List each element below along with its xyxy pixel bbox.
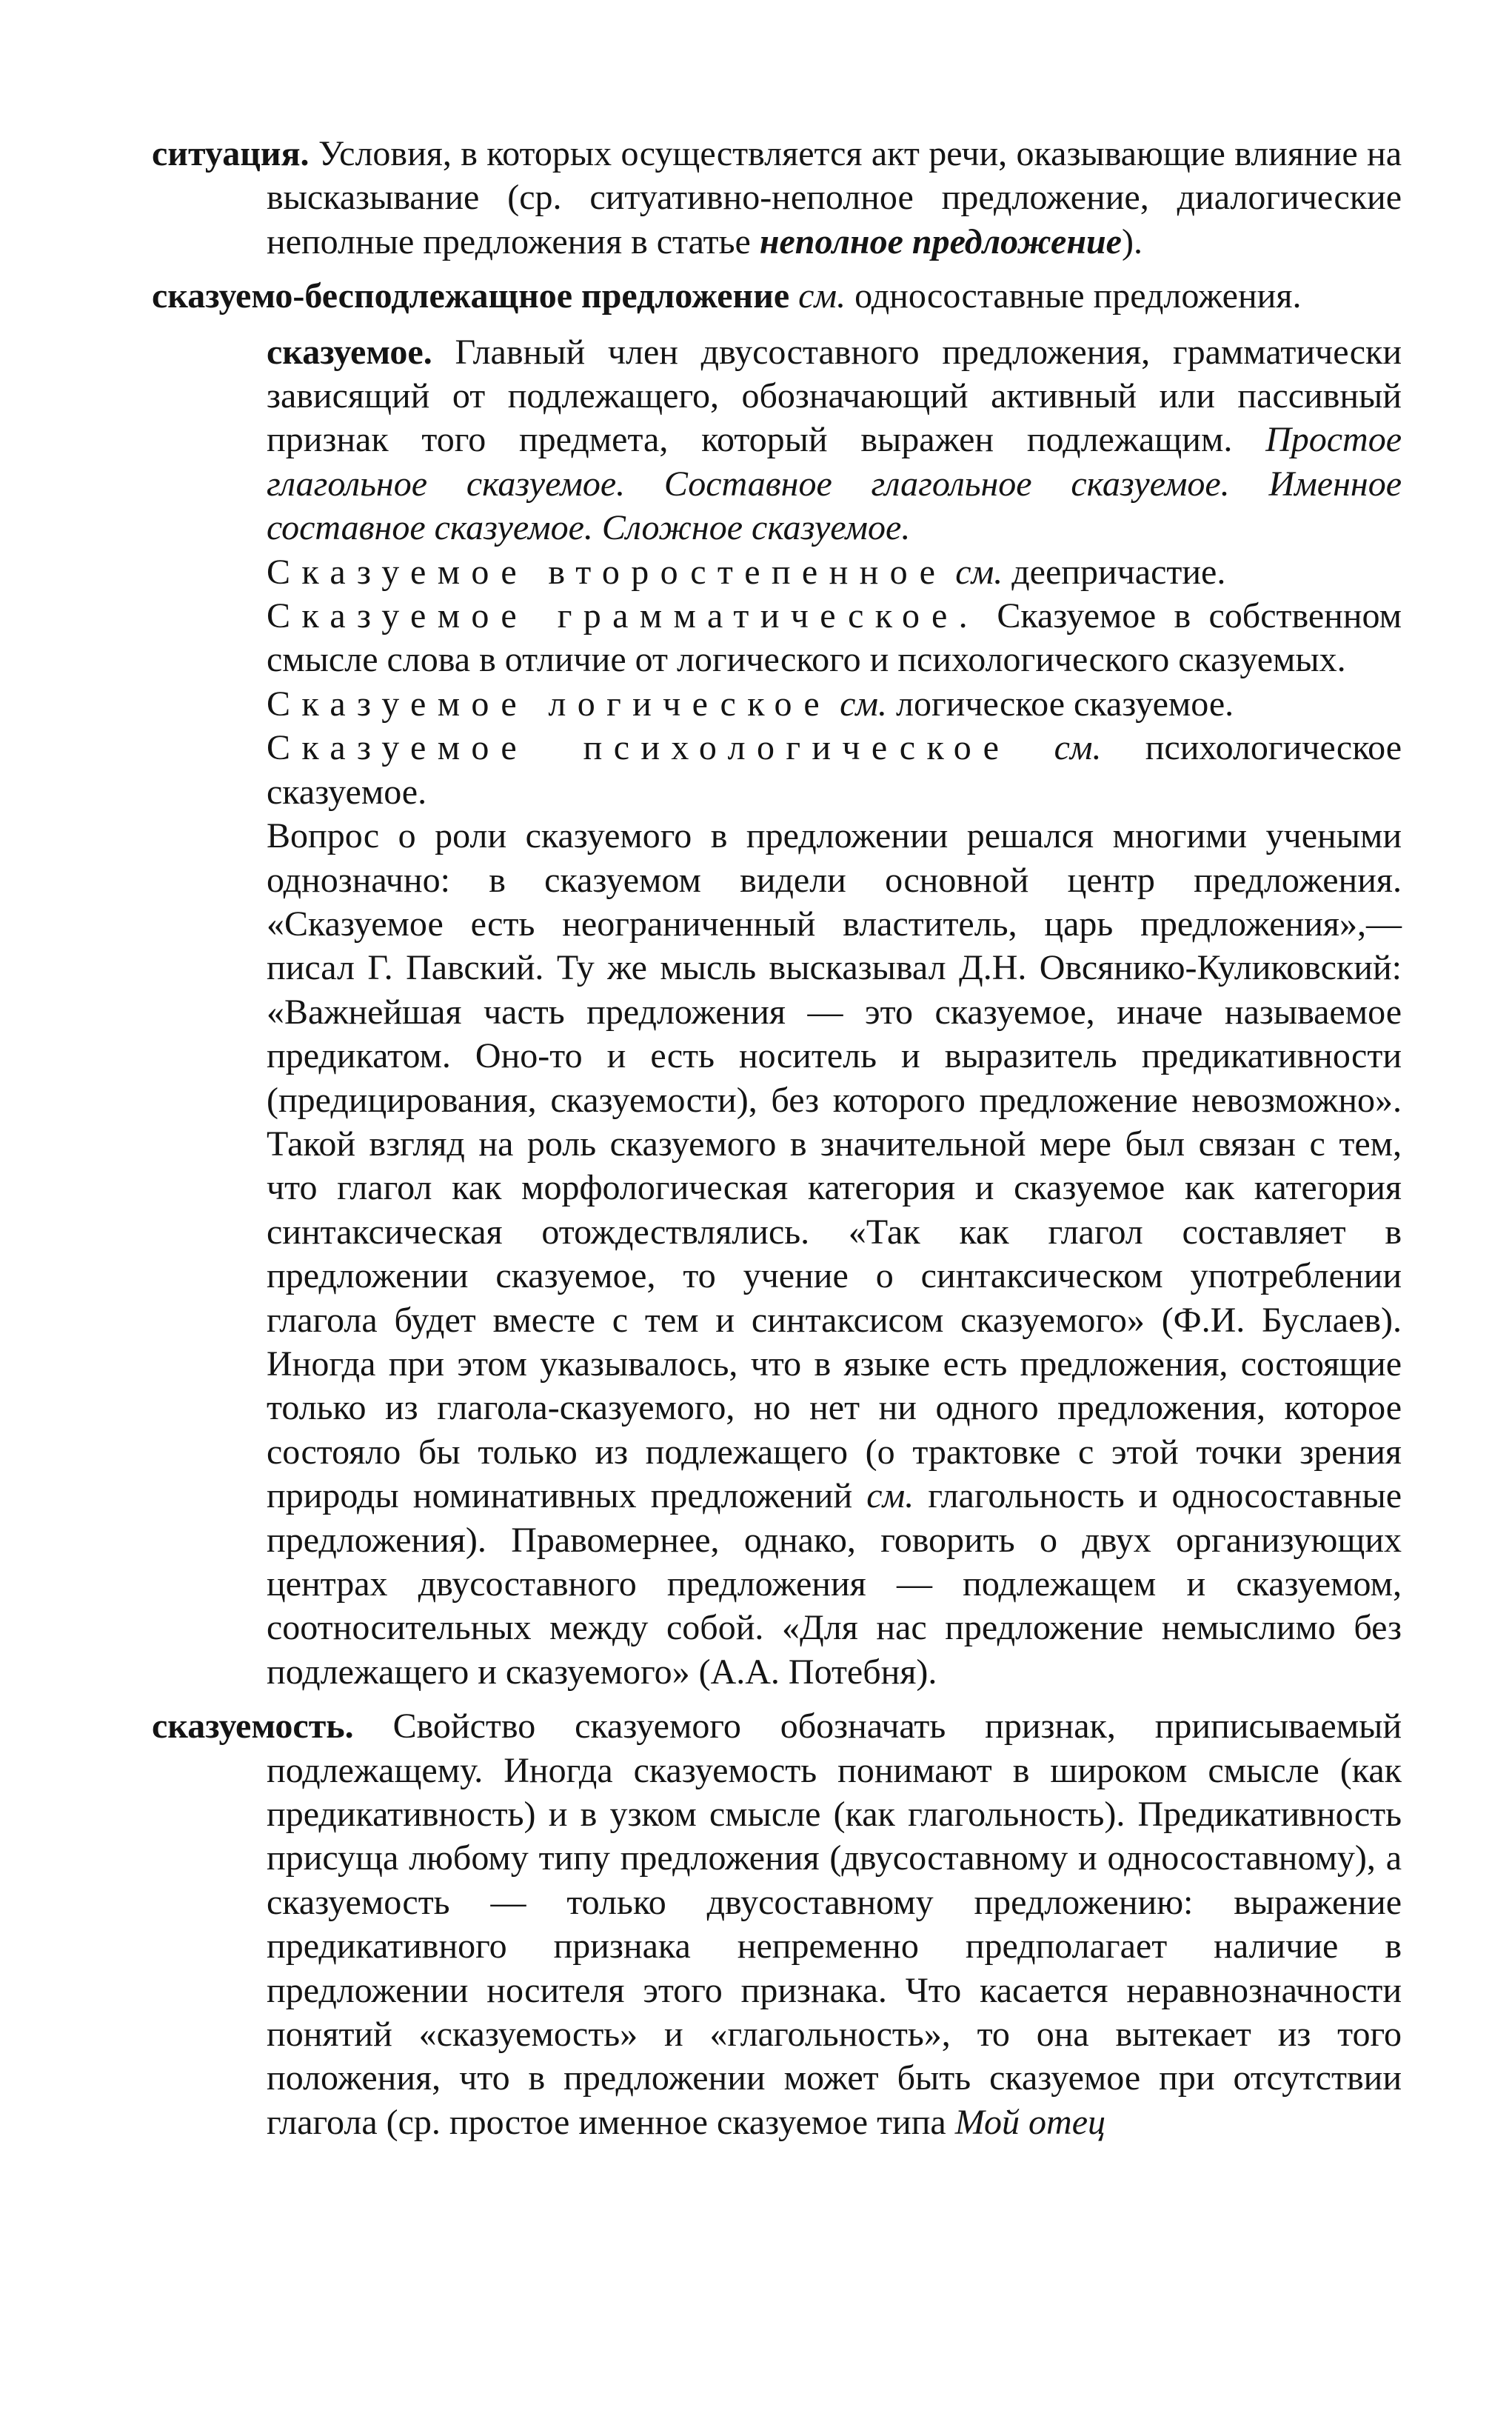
see-marker: см. — [866, 1476, 914, 1516]
entry-definition: односоставные предложения. — [846, 276, 1302, 316]
see-marker: см. — [798, 276, 846, 316]
entry-term: сказуемо-бесподлежащное предложение — [152, 276, 790, 316]
see-marker: см. — [955, 552, 1003, 592]
paragraph-text-end: глагольность и односоставные предложения). Правомернее, однако, говорить о двух организующих центрах двусоставного предложения — подлежащем и сказуемом, соотносительных между собой. «Для нас предложение немыслимо без подлежащего и сказуемого» (А.А. Потебня). — [267, 1476, 1402, 1692]
subentry-text: деепричастие. — [1003, 552, 1226, 592]
entry-definition: Свойство сказуемого обозначать признак, приписываемый подлежащему. Иногда сказуемость понимают в широком смысле (как предикативность) и в узком смысле (как глагольность). Предикативность присуща любому типу предложения (двусоставному и односоставному), а сказуемость — только двусоставному предложению: выражение предикативного признака непременно предполагает наличие в предложении носителя этого признака. Что касается неравнозначности понятий «сказуемость» и «глагольность», то она вытекает из того положения, что в предложении может быть сказуемое при отсутствии глагола (ср. простое именное сказуемое типа — [267, 1706, 1402, 2142]
entry-skazuemo-bespodlezhashchnoe — [152, 274, 1402, 318]
entry-term: сказуемое. — [267, 332, 432, 372]
entry-term: ситуация. — [152, 134, 310, 173]
subentry-grammaticheskoe — [267, 594, 1402, 682]
dictionary-page — [152, 132, 1402, 2155]
see-marker: см. — [840, 684, 887, 724]
subentry-term: Сказуемое второстепенное — [267, 552, 947, 592]
subentry-text: психологическое сказуемое. — [267, 728, 1402, 812]
entry-definition-end: ). — [1121, 221, 1143, 261]
subentry-term: Сказуемое грамматическое. — [267, 596, 979, 636]
example-text: Мой отец — [954, 2102, 1105, 2142]
subentry-term: Сказуемое психологическое — [267, 728, 1011, 768]
subentry-text: Сказуемое в собственном смысле слова в отличие от логического и психологического сказуемых. — [267, 596, 1402, 680]
subentry-psikhologicheskoe — [267, 726, 1402, 814]
entry-definition: Условия, в которых осуществляется акт речи, оказывающие влияние на высказывание (ср. ситуативно-неполное предложение, диалогические неполные предложения в статье — [267, 134, 1402, 261]
discussion-paragraph — [267, 814, 1402, 1694]
subentry-logicheskoe — [267, 682, 1402, 726]
entry-skazuemoe — [152, 330, 1402, 1695]
entry-skazuemost — [152, 1704, 1402, 2144]
paragraph-text: Вопрос о роли сказуемого в предложении решался многими учеными однозначно: в сказуемом видели основной центр предложения. «Сказуемое есть неограниченный властитель, царь предложения»,— писал Г. Павский. Ту же мысль высказывал Д.Н. Овсянико-Куликовский: «Важнейшая часть предложения — это сказуемое, иначе называемое предикатом. Оно-то и есть носитель и выразитель предикативности (предицирования, сказуемости), без которого предложение невозможно». Такой взгляд на роль сказуемого в значительной мере был связан с тем, что глагол как морфологическая категория и сказуемое как категория синтаксическая отождествлялись. «Так как глагол составляет в предложении сказуемое, то учение о синтаксическом употреблении глагола будет вместе с тем и синтаксисом сказуемого» (Ф.И. Буслаев). Иногда при этом указывалось, что в языке есть предложения, состоящие только из глагола-сказуемого, но нет ни одного предложения, которое состояло бы только из подлежащего (о трактовке с этой точки зрения природы номинативных предложений — [267, 816, 1402, 1516]
see-marker: см. — [1054, 728, 1102, 768]
cross-reference: неполное предложение — [759, 221, 1122, 261]
subentry-vtorostepennoe — [267, 550, 1402, 594]
entry-lead — [267, 330, 1402, 550]
subentry-term: Сказуемое логическое — [267, 684, 832, 724]
entry-term: сказуемость. — [152, 1706, 354, 1746]
predicate-types: Простое глагольное сказуемое. Составное глагольное сказуемое. Именное составное сказуемое. Сложное сказуемое. — [267, 420, 1402, 548]
entry-definition: Главный член двусоставного предложения, грамматически зависящий от подлежащего, обозначающий активный или пассивный признак того предмета, который выражен подлежащим. — [267, 332, 1402, 460]
entry-situatsiya — [152, 132, 1402, 264]
subentry-text: логическое сказуемое. — [887, 684, 1234, 724]
